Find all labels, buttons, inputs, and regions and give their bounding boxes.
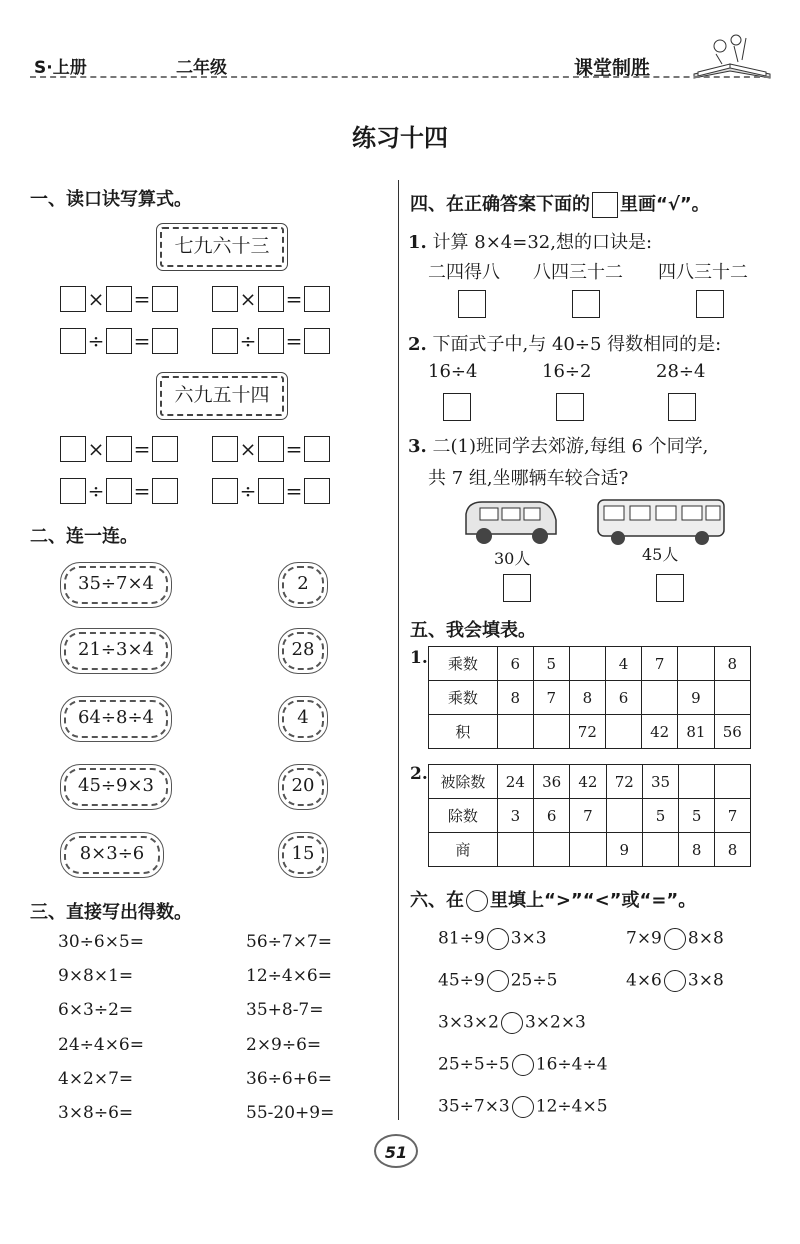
table-cell: 8 [569, 681, 605, 715]
answer-box[interactable] [106, 328, 132, 354]
minibus-capacity: 30人 [494, 549, 531, 568]
answer-box[interactable] [304, 478, 330, 504]
table-cell: 72 [606, 765, 642, 799]
section6-heading: 六、在 里填上“>”“<”或“=”。 [410, 890, 697, 911]
table-cell[interactable] [678, 647, 714, 681]
table-cell: 6 [534, 799, 570, 833]
compare-circle[interactable] [664, 928, 686, 950]
table-cell: 7 [570, 799, 606, 833]
match-right-number[interactable]: 15 [282, 836, 324, 874]
table-cell[interactable] [533, 715, 569, 749]
answer-box[interactable] [258, 328, 284, 354]
table-row [429, 681, 751, 715]
mental-math-item: 56÷7×7= [246, 932, 332, 952]
bus-capacity: 45人 [642, 545, 679, 564]
chant-card-2: 六九五十四 [160, 376, 284, 416]
answer-box[interactable] [212, 478, 238, 504]
table-cell: 4 [606, 647, 642, 681]
equation-row-mul-3: × = [60, 436, 178, 462]
inline-box-icon [592, 192, 618, 218]
section1-heading: 一、读口诀写算式。 [30, 189, 192, 210]
table2-number: 2. [410, 764, 428, 784]
table-row-header: 乘数 [429, 647, 498, 681]
table-cell: 5 [533, 647, 569, 681]
section4-heading: 四、在正确答案下面的 里画“√”。 [410, 190, 710, 218]
mental-math-item: 6×3÷2= [58, 1000, 134, 1020]
q1-check-box[interactable] [572, 290, 600, 318]
table-row [429, 799, 751, 833]
table-cell: 7 [641, 647, 677, 681]
compare-item: 4×6 3×8 [626, 970, 724, 991]
page-number: 51 [374, 1134, 418, 1168]
equation-row-div-4: ÷ = [212, 478, 330, 504]
q2-check-box[interactable] [443, 393, 471, 421]
answer-box[interactable] [258, 436, 284, 462]
table-row-header: 被除数 [429, 765, 498, 799]
table-cell: 8 [715, 833, 751, 867]
q1-option: 二四得八 [428, 262, 500, 283]
table-cell: 7 [533, 681, 569, 715]
equation-row-mul-4: × = [212, 436, 330, 462]
answer-box[interactable] [60, 286, 86, 312]
compare-circle[interactable] [664, 970, 686, 992]
answer-box[interactable] [106, 286, 132, 312]
table-row [429, 715, 751, 749]
table-cell: 42 [641, 715, 677, 749]
answer-box[interactable] [304, 286, 330, 312]
table-cell: 36 [534, 765, 570, 799]
compare-item: 45÷9 25÷5 [438, 970, 558, 991]
compare-circle[interactable] [487, 970, 509, 992]
answer-box[interactable] [304, 436, 330, 462]
table-cell: 8 [714, 647, 750, 681]
table1-number: 1. [410, 648, 428, 668]
compare-item: 25÷5÷5 16÷4÷4 [438, 1054, 608, 1075]
mental-math-item: 2×9÷6= [246, 1035, 322, 1055]
page-title: 练习十四 [352, 124, 448, 152]
compare-circle[interactable] [487, 928, 509, 950]
q1-check-box[interactable] [696, 290, 724, 318]
table-cell: 6 [497, 647, 533, 681]
table-cell: 5 [642, 799, 678, 833]
mental-math-item: 12÷4×6= [246, 966, 332, 986]
answer-box[interactable] [106, 478, 132, 504]
answer-box[interactable] [152, 478, 178, 504]
answer-box[interactable] [212, 286, 238, 312]
table-cell: 6 [606, 681, 642, 715]
table-cell: 9 [678, 681, 714, 715]
match-left-expression[interactable]: 21÷3×4 [64, 632, 168, 670]
table-cell: 5 [679, 799, 715, 833]
table-cell: 81 [678, 715, 714, 749]
equation-row-mul-2: × = [212, 286, 330, 312]
book-logo-icon [690, 30, 774, 82]
table-cell[interactable] [497, 715, 533, 749]
table-row [429, 765, 751, 799]
q2-option: 28÷4 [656, 361, 706, 382]
compare-item: 7×9 8×8 [626, 928, 724, 949]
table-cell: 72 [569, 715, 605, 749]
match-right-number[interactable]: 20 [282, 768, 324, 806]
compare-circle[interactable] [501, 1012, 523, 1034]
q3-check-box[interactable] [656, 574, 684, 602]
mental-math-item: 35+8-7= [246, 1000, 324, 1020]
mental-math-item: 3×8÷6= [58, 1103, 134, 1123]
table-cell: 56 [714, 715, 750, 749]
chant-card-1: 七九六十三 [160, 227, 284, 267]
table-cell[interactable] [606, 799, 642, 833]
table-row-header: 商 [429, 833, 498, 867]
table-cell[interactable] [569, 647, 605, 681]
table-cell: 7 [715, 799, 751, 833]
match-left-expression[interactable]: 45÷9×3 [64, 768, 168, 806]
q3-text-line1: 3. 二(1)班同学去郊游,每组 6 个同学, [408, 436, 709, 457]
answer-box[interactable] [258, 286, 284, 312]
mental-math-item: 30÷6×5= [58, 932, 144, 952]
table-cell: 35 [642, 765, 678, 799]
compare-item: 35÷7×3 12÷4×5 [438, 1096, 608, 1117]
answer-box[interactable] [212, 436, 238, 462]
q2-text: 2. 下面式子中,与 40÷5 得数相同的是: [408, 334, 722, 355]
answer-box[interactable] [212, 328, 238, 354]
table-cell[interactable] [641, 681, 677, 715]
table-cell: 3 [497, 799, 533, 833]
header-book-label: S·上册 [34, 58, 87, 78]
q2-check-box[interactable] [556, 393, 584, 421]
division-table [428, 764, 751, 867]
column-divider [398, 180, 399, 1120]
q2-option: 16÷4 [428, 361, 478, 382]
q3-check-box[interactable] [503, 574, 531, 602]
table-row-header: 积 [429, 715, 498, 749]
inline-circle-icon [466, 890, 488, 912]
section5-heading: 五、我会填表。 [410, 620, 536, 641]
answer-box[interactable] [152, 286, 178, 312]
compare-circle[interactable] [512, 1054, 534, 1076]
answer-box[interactable] [152, 328, 178, 354]
compare-item: 3×3×2 3×2×3 [438, 1012, 586, 1033]
match-left-expression[interactable]: 35÷7×4 [64, 566, 168, 604]
table-cell: 24 [497, 765, 533, 799]
table-cell[interactable] [534, 833, 570, 867]
table-cell[interactable] [606, 715, 642, 749]
compare-item: 81÷9 3×3 [438, 928, 547, 949]
q1-check-box[interactable] [458, 290, 486, 318]
answer-box[interactable] [60, 436, 86, 462]
mental-math-item: 55-20+9= [246, 1103, 335, 1123]
header-divider [30, 76, 770, 78]
table-row [429, 833, 751, 867]
multiplication-table [428, 646, 751, 749]
match-right-number[interactable]: 4 [282, 700, 324, 738]
header-brand: 课堂制胜 [574, 57, 651, 79]
table-cell[interactable] [714, 681, 750, 715]
answer-box[interactable] [60, 478, 86, 504]
match-right-number[interactable]: 28 [282, 632, 324, 670]
table-row-header: 除数 [429, 799, 498, 833]
equation-row-div-2: ÷ = [212, 328, 330, 354]
table-cell: 42 [570, 765, 606, 799]
table-cell: 8 [497, 681, 533, 715]
compare-circle[interactable] [512, 1096, 534, 1118]
table-row [429, 647, 751, 681]
table-cell: 9 [606, 833, 642, 867]
mental-math-item: 9×8×1= [58, 966, 134, 986]
table-cell: 8 [679, 833, 715, 867]
equation-row-div-1: ÷ = [60, 328, 178, 354]
table-cell[interactable] [642, 833, 678, 867]
q2-option: 16÷2 [542, 361, 592, 382]
match-right-number[interactable]: 2 [282, 566, 324, 604]
answer-box[interactable] [304, 328, 330, 354]
table-cell[interactable] [679, 765, 715, 799]
q1-text: 1. 计算 8×4=32,想的口诀是: [408, 232, 653, 253]
header-grade: 二年级 [176, 58, 227, 78]
minibus-icon [460, 496, 560, 548]
q3-text-line2: 共 7 组,坐哪辆车较合适? [428, 468, 629, 489]
equation-row-div-3: ÷ = [60, 478, 178, 504]
mental-math-item: 36÷6+6= [246, 1069, 332, 1089]
answer-box[interactable] [152, 436, 178, 462]
q2-check-box[interactable] [668, 393, 696, 421]
table-cell[interactable] [497, 833, 533, 867]
mental-math-item: 24÷4×6= [58, 1035, 144, 1055]
table-cell[interactable] [570, 833, 606, 867]
match-left-expression[interactable]: 64÷8÷4 [64, 700, 168, 738]
table-row-header: 乘数 [429, 681, 498, 715]
match-left-expression[interactable]: 8×3÷6 [64, 836, 160, 874]
equation-row-mul-1: × = [60, 286, 178, 312]
table-cell[interactable] [715, 765, 751, 799]
section3-heading: 三、直接写出得数。 [30, 902, 192, 923]
bus-icon [594, 496, 728, 546]
answer-box[interactable] [106, 436, 132, 462]
q1-option: 四八三十二 [658, 262, 748, 283]
answer-box[interactable] [258, 478, 284, 504]
mental-math-item: 4×2×7= [58, 1069, 134, 1089]
answer-box[interactable] [60, 328, 86, 354]
section2-heading: 二、连一连。 [30, 526, 138, 547]
q1-option: 八四三十二 [533, 262, 623, 283]
